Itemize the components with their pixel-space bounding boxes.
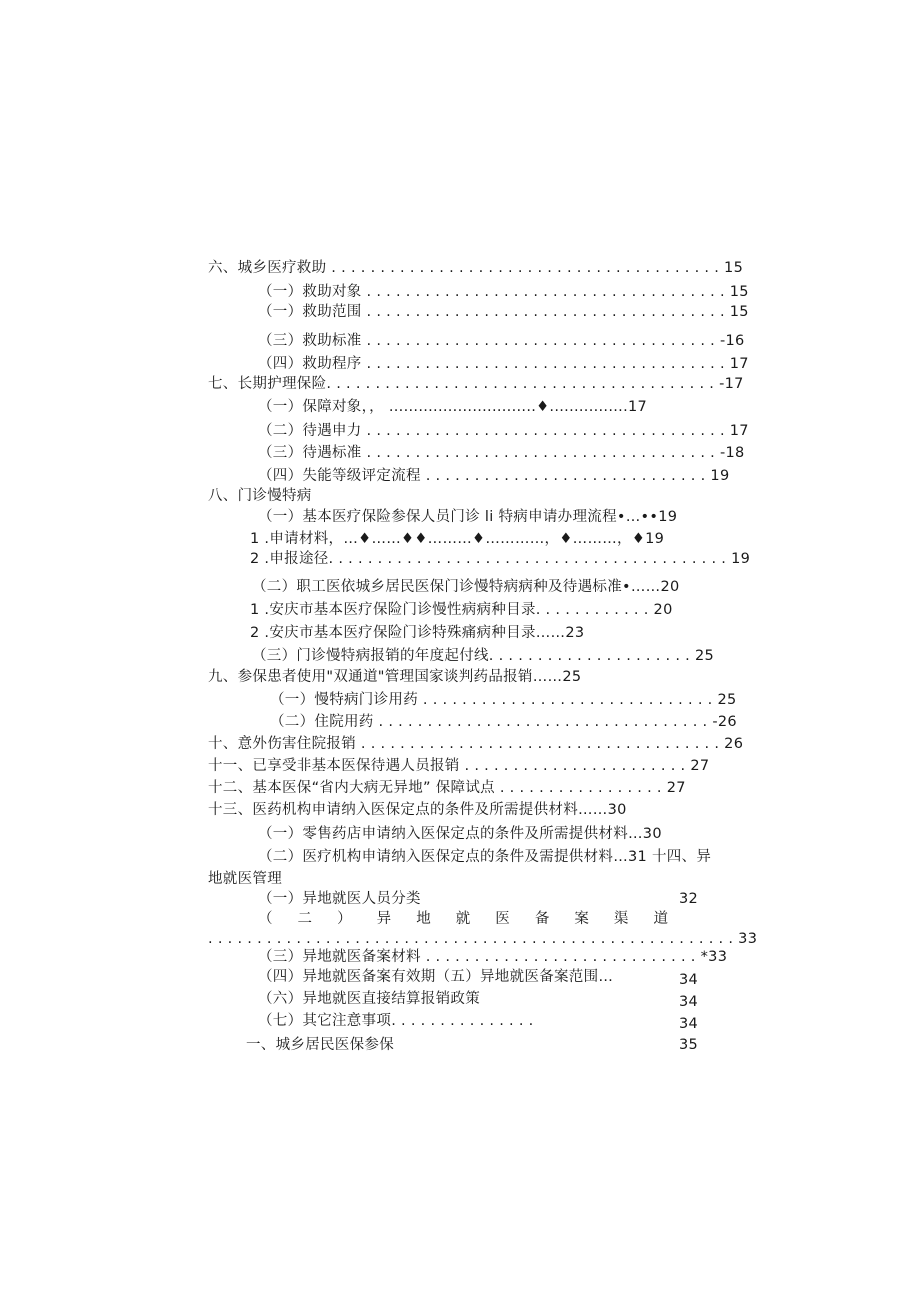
toc-entry-8-3: （三）门诊慢特病报销的年度起付线. . . . . . . . . . . . . . . . . . . . . 25 bbox=[252, 648, 715, 664]
toc-entry-11: 十一、已享受非基本医保待遇人员报销 . . . . . . . . . . . . . . . . . . . . . . . 27 bbox=[208, 758, 710, 774]
toc-entry-12: 十二、基本医保“省内大病无异地” 保障试点 . . . . . . . . . . . . . . . . . 27 bbox=[208, 780, 686, 796]
toc-entry-14-2-char: 二 bbox=[297, 911, 313, 927]
toc-entry-14-4-5: （四）异地就医备案有效期（五）异地就医备案范围… bbox=[258, 969, 614, 985]
toc-entry-8-2-1: 1 .安庆市基本医疗保险门诊慢性病病种目录. . . . . . . . . . . . 20 bbox=[250, 602, 673, 618]
toc-entry-8-1-1: 1 .申请材料，…♦……♦♦………♦…………，♦………，♦19 bbox=[250, 531, 665, 547]
toc-entry-14-2-char: 异 bbox=[376, 911, 392, 927]
toc-page-14-1: 32 bbox=[679, 891, 699, 907]
toc-entry-6-3: （三）救助标准 . . . . . . . . . . . . . . . . . . . . . . . . . . . . . . . . . . . . -16 bbox=[258, 333, 745, 349]
toc-entry-6-1: （一）救助对象 . . . . . . . . . . . . . . . . . . . . . . . . . . . . . . . . . . . . . 15 bbox=[258, 284, 749, 300]
toc-entry-14-2-char: 医 bbox=[495, 911, 510, 927]
toc-entry-9-2: （二）住院用药 . . . . . . . . . . . . . . . . . . . . . . . . . . . . . . . . . . -26 bbox=[270, 714, 737, 730]
toc-entry-14-2-char: 备 bbox=[534, 911, 550, 927]
toc-entry-9: 九、参保患者使用"双通道"管理国家谈判药品报销……25 bbox=[208, 669, 582, 685]
toc-entry-8-1-2: 2 .申报途径. . . . . . . . . . . . . . . . . . . . . . . . . . . . . . . . . . . . . . . . . 19 bbox=[250, 551, 751, 567]
toc-entry-13: 十三、医药机构申请纳入医保定点的条件及所需提供材料……30 bbox=[208, 802, 627, 818]
toc-entry-14-2-char: （ bbox=[258, 911, 273, 927]
toc-entry-14-7: （七）其它注意事项. . . . . . . . . . . . . . . bbox=[258, 1013, 534, 1029]
toc-entry-13-1: （一）零售药店申请纳入医保定点的条件及所需提供材料…30 bbox=[258, 826, 662, 842]
toc-entry-6: 六、城乡医疗救助 . . . . . . . . . . . . . . . . . . . . . . . . . . . . . . . . . . . . . . . . 15 bbox=[208, 260, 744, 276]
toc-entry-14-1: （一）异地就医人员分类 bbox=[258, 891, 421, 907]
toc-entry-9-1: （一）慢特病门诊用药 . . . . . . . . . . . . . . . . . . . . . . . . . . . . . . 25 bbox=[270, 692, 737, 708]
toc-page-14-4-5: 34 bbox=[679, 972, 699, 988]
toc-page-14-6: 34 bbox=[679, 994, 699, 1010]
toc-entry-14-2-char: ） bbox=[337, 911, 352, 927]
toc-entry-14-2-char: 就 bbox=[455, 911, 471, 927]
toc-entry-7-3: （三）待遇标准 . . . . . . . . . . . . . . . . . . . . . . . . . . . . . . . . . . . . -18 bbox=[258, 445, 745, 461]
toc-entry-14-3: （三）异地就医备案材料 . . . . . . . . . . . . . . . . . . . . . . . . . . . . *33 bbox=[258, 949, 728, 965]
toc-entry-10: 十、意外伤害住院报销 . . . . . . . . . . . . . . . . . . . . . . . . . . . . . . . . . . . . . 26 bbox=[208, 736, 744, 752]
toc-entry-7: 七、长期护理保险. . . . . . . . . . . . . . . . . . . . . . . . . . . . . . . . . . . . . . . . -17 bbox=[208, 376, 744, 392]
toc-entry-14-2-char: 道 bbox=[653, 911, 668, 927]
toc-entry-8-2: （二）职工医依城乡居民医保门诊慢特病病种及待遇标准•……20 bbox=[252, 579, 680, 595]
toc-entry-part-1: 一、城乡居民医保参保 bbox=[246, 1037, 394, 1053]
toc-entry-6-4: （四）救助程序 . . . . . . . . . . . . . . . . . . . . . . . . . . . . . . . . . . . . . 17 bbox=[258, 356, 749, 372]
toc-entry-8-1: （一）基本医疗保险参保人员门诊 li 特病申请办理流程•…••19 bbox=[258, 509, 678, 525]
toc-page-14-7: 34 bbox=[679, 1016, 699, 1032]
toc-entry-14-2-char: 渠 bbox=[613, 911, 629, 927]
toc-entry-14-wrap: 地就医管理 bbox=[208, 871, 282, 887]
toc-entry-13-2: （二）医疗机构申请纳入医保定点的条件及需提供材料…31 十四、异 bbox=[258, 849, 712, 865]
toc-page-part-1: 35 bbox=[679, 1037, 699, 1053]
toc-entry-8-2-2: 2 .安庆市基本医疗保险门诊特殊痛病种目录……23 bbox=[250, 625, 585, 641]
toc-entry-14-2-char: 地 bbox=[416, 911, 431, 927]
toc-entry-6-2: （一）救助范围 . . . . . . . . . . . . . . . . . . . . . . . . . . . . . . . . . . . . . 15 bbox=[258, 304, 749, 320]
toc-entry-8: 八、门诊慢特病 bbox=[208, 488, 312, 504]
toc-entry-14-2-leader: . . . . . . . . . . . . . . . . . . . . . . . . . . . . . . . . . . . . . . . . . . . . . . . . . . . . . . 33 bbox=[208, 931, 758, 947]
toc-entry-14-6: （六）异地就医直接结算报销政策 bbox=[258, 991, 480, 1007]
toc-entry-7-2: （二）待遇申力 . . . . . . . . . . . . . . . . . . . . . . . . . . . . . . . . . . . . . 17 bbox=[258, 423, 749, 439]
toc-entry-7-4: （四）失能等级评定流程 . . . . . . . . . . . . . . . . . . . . . . . . . . . . . 19 bbox=[258, 468, 730, 484]
toc-entry-14-2-char: 案 bbox=[574, 911, 589, 927]
toc-entry-14-2 bbox=[258, 909, 668, 929]
toc-entry-7-1: （一）保障对象，， ..............................♦................17 bbox=[258, 399, 648, 415]
